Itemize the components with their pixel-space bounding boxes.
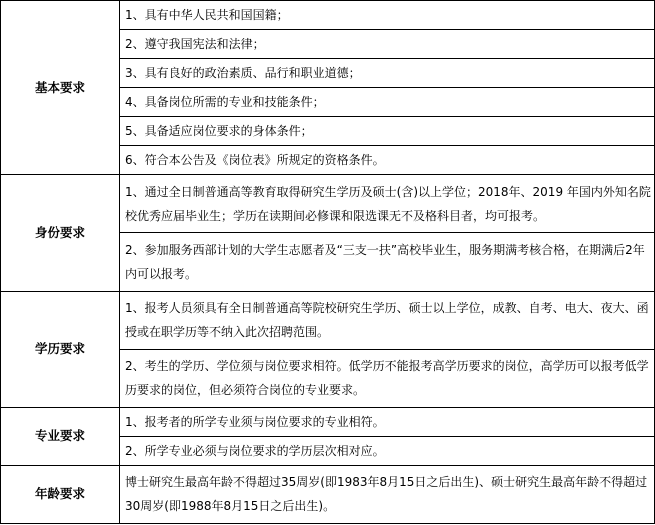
table-row [1,465,655,523]
basic-item-6: 6、符合本公告及《岗位表》所规定的资格条件。 [120,146,655,175]
category-age: 年龄要求 [1,465,120,523]
basic-item-2: 2、遵守我国宪法和法律； [120,30,655,59]
age-item-1: 博士研究生最高年龄不得超过35周岁(即1983年8月15日之后出生)、硕士研究生最高年龄不得超过30周岁(即1988年8月15日之后出生)。 [120,465,655,523]
category-education: 学历要求 [1,291,120,407]
basic-item-3: 3、具有良好的政治素质、品行和职业道德； [120,59,655,88]
identity-item-2: 2、参加服务西部计划的大学生志愿者及“三支一扶”高校毕业生，服务期满考核合格，在期满后2年内可以报考。 [120,233,655,291]
basic-item-5: 5、具备适应岗位要求的身体条件； [120,117,655,146]
table-row [1,175,655,233]
category-basic: 基本要求 [1,1,120,175]
education-item-2: 2、考生的学历、学位须与岗位要求相符。低学历不能报考高学历要求的岗位，高学历可以报考低学历要求的岗位，但必须符合岗位的专业要求。 [120,349,655,407]
table-row [1,291,655,349]
major-item-1: 1、报考者的所学专业须与岗位要求的专业相符。 [120,407,655,436]
category-identity: 身份要求 [1,175,120,291]
table-row [1,407,655,436]
major-item-2: 2、所学专业必须与岗位要求的学历层次相对应。 [120,436,655,465]
table-row [1,1,655,30]
basic-item-1: 1、具有中华人民共和国国籍； [120,1,655,30]
basic-item-4: 4、具备岗位所需的专业和技能条件； [120,88,655,117]
category-major: 专业要求 [1,407,120,465]
education-item-1: 1、报考人员须具有全日制普通高等院校研究生学历、硕士以上学位，成教、自考、电大、夜大、函授或在职学历等不纳入此次招聘范围。 [120,291,655,349]
identity-item-1: 1、通过全日制普通高等教育取得研究生学历及硕士(含)以上学位；2018年、2019 年国内外知名院校优秀应届毕业生；学历在读期间必修课和限选课无不及格科目者，均可报考。 [120,175,655,233]
